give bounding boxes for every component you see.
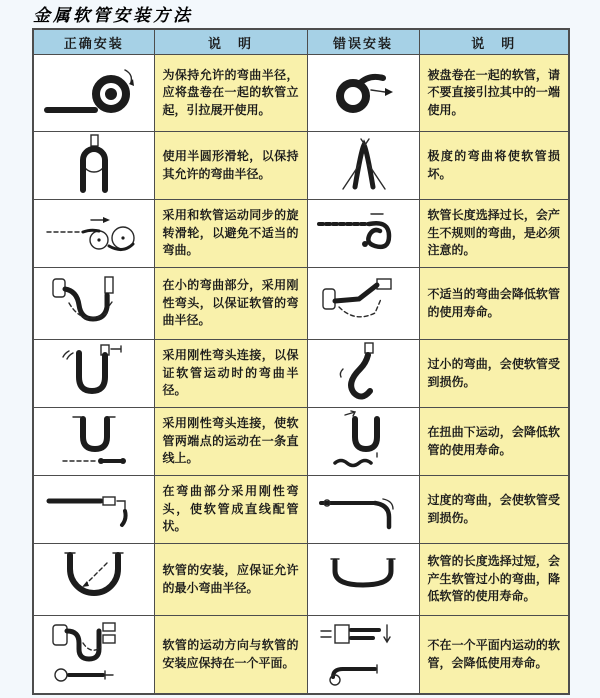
correct-description: 在弯曲部分采用刚性弯头，使软管成直线配管状。 xyxy=(154,476,307,544)
excessive-corner-bend-illustration xyxy=(307,476,419,544)
table-row xyxy=(33,340,569,408)
table-row xyxy=(33,55,569,132)
coiled-hose-standing-illustration xyxy=(33,55,154,132)
wrong-description: 软管长度选择过长，会产生不规则的弯曲，是必须注意的。 xyxy=(419,200,569,268)
semicircular-pulley-illustration xyxy=(33,132,154,200)
wrong-description: 过小的弯曲，会使软管受到损伤。 xyxy=(419,340,569,408)
minimum-bend-radius-illustration xyxy=(33,544,154,616)
correct-description: 使用半圆形滑轮，以保持其允许的弯曲半径。 xyxy=(154,132,307,200)
hose-installation-table xyxy=(32,28,570,695)
twisted-motion-illustration xyxy=(307,408,419,476)
table-header-row xyxy=(33,29,569,55)
correct-description: 采用刚性弯头连接，使软管两端点的运动在一条直线上。 xyxy=(154,408,307,476)
table-row xyxy=(33,408,569,476)
rotating-pulley-illustration xyxy=(33,200,154,268)
header-description-1: 说 明 xyxy=(154,29,307,55)
rigid-elbow-u-motion-illustration xyxy=(33,340,154,408)
page-title: 金属软管安装方法 xyxy=(33,6,193,26)
overlong-hose-illustration xyxy=(307,200,419,268)
header-wrong-install: 错误安装 xyxy=(307,29,419,55)
wrong-description: 过度的弯曲，会使软管受到损伤。 xyxy=(419,476,569,544)
straight-piping-elbow-illustration xyxy=(33,476,154,544)
coiled-hose-pulled-illustration xyxy=(307,55,419,132)
improper-bend-illustration xyxy=(307,268,419,340)
correct-description: 采用刚性弯头连接，以保证软管运动时的弯曲半径。 xyxy=(154,340,307,408)
same-plane-motion-illustration xyxy=(33,616,154,695)
endpoints-on-line-illustration xyxy=(33,408,154,476)
rigid-elbow-small-bend-illustration xyxy=(33,268,154,340)
correct-description: 为保持允许的弯曲半径，应将盘卷在一起的软管立起，引拉展开使用。 xyxy=(154,55,307,132)
wrong-description: 不在一个平面内运动的软管，会降低使用寿命。 xyxy=(419,616,569,695)
table-row xyxy=(33,616,569,695)
header-description-2: 说 明 xyxy=(419,29,569,55)
wrong-description: 软管的长度选择过短，会产生软管过小的弯曲，降低软管的使用寿命。 xyxy=(419,544,569,616)
table-row xyxy=(33,476,569,544)
table-row xyxy=(33,268,569,340)
wrong-description: 极度的弯曲将使软管损坏。 xyxy=(419,132,569,200)
table-row xyxy=(33,200,569,268)
correct-description: 在小的弯曲部分，采用刚性弯头，以保证软管的弯曲半径。 xyxy=(154,268,307,340)
correct-description: 软管的运动方向与软管的安装应保持在一个平面。 xyxy=(154,616,307,695)
too-short-hose-illustration xyxy=(307,544,419,616)
wrong-description: 不适当的弯曲会降低软管的使用寿命。 xyxy=(419,268,569,340)
table-row xyxy=(33,132,569,200)
out-of-plane-motion-illustration xyxy=(307,616,419,695)
correct-description: 采用和软管运动同步的旋转滑轮，以避免不适当的弯曲。 xyxy=(154,200,307,268)
header-correct-install: 正确安装 xyxy=(33,29,154,55)
too-small-bend-illustration xyxy=(307,340,419,408)
table-row xyxy=(33,544,569,616)
extreme-bend-illustration xyxy=(307,132,419,200)
wrong-description: 在扭曲下运动，会降低软管的使用寿命。 xyxy=(419,408,569,476)
correct-description: 软管的安装，应保证允许的最小弯曲半径。 xyxy=(154,544,307,616)
wrong-description: 被盘卷在一起的软管，请不要直接引拉其中的一端使用。 xyxy=(419,55,569,132)
